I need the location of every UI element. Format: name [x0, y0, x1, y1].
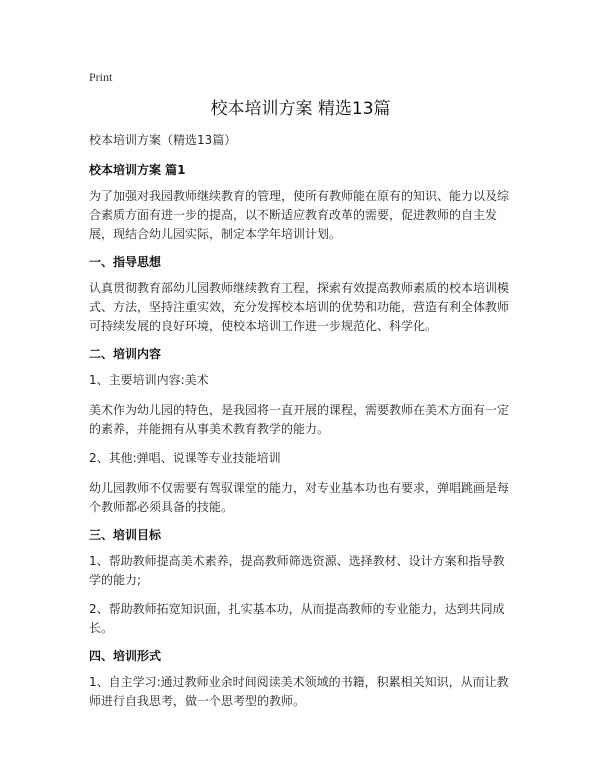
document-title: 校本培训方案 精选13篇 [210, 99, 391, 119]
paragraph: 幼儿园教师不仅需要有驾驭课堂的能力，对专业基本功也有要求，弹唱跳画是每个教师都必须具备的技能。 [89, 481, 510, 514]
paragraph: 2、其他:弹唱、说课等专业技能培训 [89, 451, 281, 465]
intro-paragraph: 为了加强对我园教师继续教育的管理，使所有教师能在原有的知识、能力以及综合素质方面有进一步的提高，以不断适应教育改革的需要，促进教师的自主发展，现结合幼儿园实际，制定本学年培训计划。 [89, 189, 510, 241]
paragraph: 1、自主学习:通过教师业余时间阅读美术领域的书籍，积累相关知识，从而让教师进行自我思考，做一个思考型的教师。 [89, 675, 509, 708]
paragraph: 美术作为幼儿园的特色，是我园将一直开展的课程，需要教师在美术方面有一定的素养，并能拥有从事美术教育教学的能力。 [89, 403, 510, 436]
section-heading-training-form: 四、培训形式 [89, 649, 162, 663]
section-heading-training-goals: 三、培训目标 [89, 528, 162, 542]
paragraph: 认真贯彻教育部幼儿园教师继续教育工程，探索有效提高教师素质的校本培训模式、方法，坚持注重实效，充分发挥校本培训的优势和功能，营造有利全体教师可持续发展的良好环境，使校本培训工作进一步规范化、科学化。 [89, 281, 510, 333]
paragraph: 1、主要培训内容:美术 [89, 373, 209, 387]
article-heading: 校本培训方案 篇1 [89, 163, 186, 177]
paragraph: 1、帮助教师提高美术素养，提高教师筛选资源、选择教材、设计方案和指导教学的能力; [89, 554, 505, 587]
section-heading-guiding-thought: 一、指导思想 [89, 255, 162, 269]
print-label[interactable]: Print [89, 70, 113, 84]
paragraph: 2、帮助教师拓宽知识面，扎实基本功，从而提高教师的专业能力，达到共同成长。 [89, 602, 505, 635]
section-heading-training-content: 二、培训内容 [89, 347, 162, 361]
document-subtitle: 校本培训方案（精选13篇） [89, 133, 237, 147]
